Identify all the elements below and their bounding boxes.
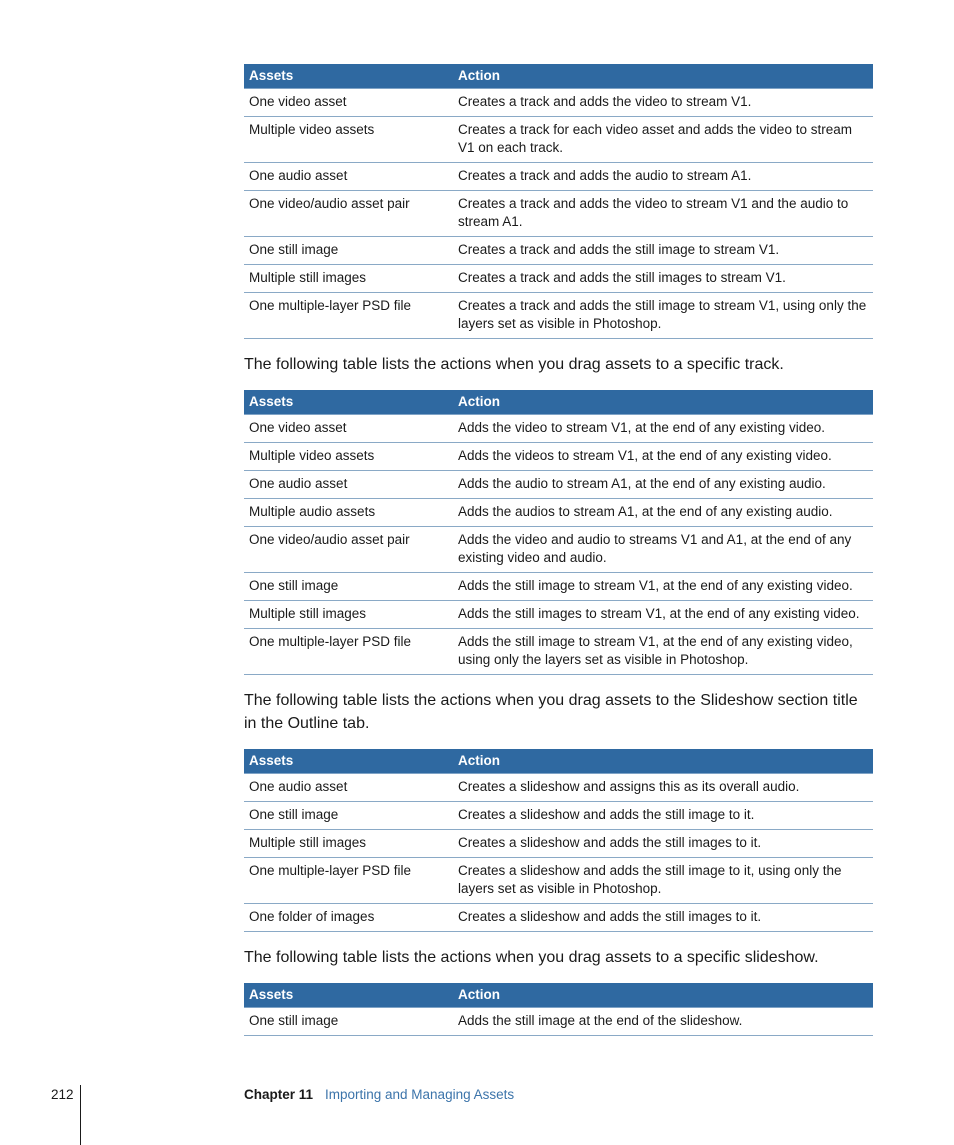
action-cell: Creates a track and adds the video to stream V1 and the audio to stream A1. [453, 191, 873, 237]
table-row [244, 601, 873, 629]
table-header-row [244, 64, 873, 89]
column-header-action: Action [453, 983, 873, 1008]
page-footer [0, 1085, 954, 1145]
action-cell: Creates a slideshow and adds the still image to it. [453, 802, 873, 830]
asset-cell: One audio asset [244, 774, 453, 802]
chapter-title-link[interactable]: Importing and Managing Assets [325, 1087, 515, 1102]
column-header-assets: Assets [244, 64, 453, 89]
table-row [244, 527, 873, 573]
table-row [244, 191, 873, 237]
action-cell: Adds the video to stream V1, at the end of any existing video. [453, 415, 873, 443]
asset-cell: One multiple-layer PSD file [244, 858, 453, 904]
asset-cell: One still image [244, 573, 453, 601]
action-cell: Adds the videos to stream V1, at the end of any existing video. [453, 443, 873, 471]
asset-cell: Multiple video assets [244, 117, 453, 163]
chapter-label: Chapter 11 [244, 1087, 314, 1102]
action-cell: Adds the still images to stream V1, at the end of any existing video. [453, 601, 873, 629]
table-row [244, 265, 873, 293]
asset-cell: One video asset [244, 415, 453, 443]
action-cell: Creates a slideshow and adds the still images to it. [453, 830, 873, 858]
table-2 [244, 390, 873, 675]
asset-cell: Multiple audio assets [244, 499, 453, 527]
table-row [244, 443, 873, 471]
table-row [244, 117, 873, 163]
asset-cell: One still image [244, 237, 453, 265]
table-header-row [244, 749, 873, 774]
table-row [244, 1008, 873, 1036]
table-row [244, 830, 873, 858]
action-cell: Creates a track and adds the still image to stream V1, using only the layers set as visible in Photoshop. [453, 293, 873, 339]
asset-cell: One multiple-layer PSD file [244, 293, 453, 339]
asset-cell: One still image [244, 802, 453, 830]
asset-cell: Multiple still images [244, 265, 453, 293]
table-3 [244, 749, 873, 932]
action-cell: Creates a track and adds the audio to stream A1. [453, 163, 873, 191]
asset-cell: Multiple video assets [244, 443, 453, 471]
asset-cell: One video asset [244, 89, 453, 117]
table-header-row [244, 390, 873, 415]
table-row [244, 573, 873, 601]
table-row [244, 163, 873, 191]
action-cell: Creates a track and adds the video to stream V1. [453, 89, 873, 117]
action-cell: Creates a slideshow and adds the still image to it, using only the layers set as visible in Photoshop. [453, 858, 873, 904]
table-4-intro: The following table lists the actions when you drag assets to a specific slideshow. [244, 949, 819, 966]
page-number: 212 [51, 1087, 74, 1102]
asset-cell: One video/audio asset pair [244, 191, 453, 237]
table-row [244, 858, 873, 904]
table-3-intro: The following table lists the actions when you drag assets to the Slideshow section title in the Outline tab. [244, 692, 858, 732]
table-row [244, 499, 873, 527]
asset-cell: One audio asset [244, 163, 453, 191]
action-cell: Adds the still image to stream V1, at the end of any existing video. [453, 573, 873, 601]
asset-cell: One still image [244, 1008, 453, 1036]
action-cell: Adds the audio to stream A1, at the end of any existing audio. [453, 471, 873, 499]
action-cell: Creates a track and adds the still image to stream V1. [453, 237, 873, 265]
action-cell: Adds the audios to stream A1, at the end of any existing audio. [453, 499, 873, 527]
action-cell: Creates a track and adds the still images to stream V1. [453, 265, 873, 293]
column-header-action: Action [453, 390, 873, 415]
table-4 [244, 983, 873, 1036]
action-cell: Creates a track for each video asset and adds the video to stream V1 on each track. [453, 117, 873, 163]
table-row [244, 904, 873, 932]
asset-cell: Multiple still images [244, 830, 453, 858]
table-row [244, 774, 873, 802]
table-row [244, 89, 873, 117]
table-row [244, 629, 873, 675]
asset-cell: Multiple still images [244, 601, 453, 629]
table-row [244, 471, 873, 499]
asset-cell: One multiple-layer PSD file [244, 629, 453, 675]
action-cell: Adds the video and audio to streams V1 and A1, at the end of any existing video and audio. [453, 527, 873, 573]
table-row [244, 415, 873, 443]
action-cell: Adds the still image at the end of the slideshow. [453, 1008, 873, 1036]
action-cell: Adds the still image to stream V1, at the end of any existing video, using only the layers set as visible in Photoshop. [453, 629, 873, 675]
table-header-row [244, 983, 873, 1008]
action-cell: Creates a slideshow and adds the still images to it. [453, 904, 873, 932]
table-row [244, 802, 873, 830]
asset-cell: One folder of images [244, 904, 453, 932]
asset-cell: One audio asset [244, 471, 453, 499]
column-header-action: Action [453, 64, 873, 89]
column-header-assets: Assets [244, 390, 453, 415]
asset-cell: One video/audio asset pair [244, 527, 453, 573]
table-row [244, 293, 873, 339]
column-header-assets: Assets [244, 749, 453, 774]
column-header-assets: Assets [244, 983, 453, 1008]
table-2-intro: The following table lists the actions when you drag assets to a specific track. [244, 356, 784, 373]
table-1 [244, 64, 873, 339]
column-header-action: Action [453, 749, 873, 774]
footer-divider [80, 1085, 81, 1145]
page-content [244, 64, 873, 1036]
table-row [244, 237, 873, 265]
action-cell: Creates a slideshow and assigns this as its overall audio. [453, 774, 873, 802]
